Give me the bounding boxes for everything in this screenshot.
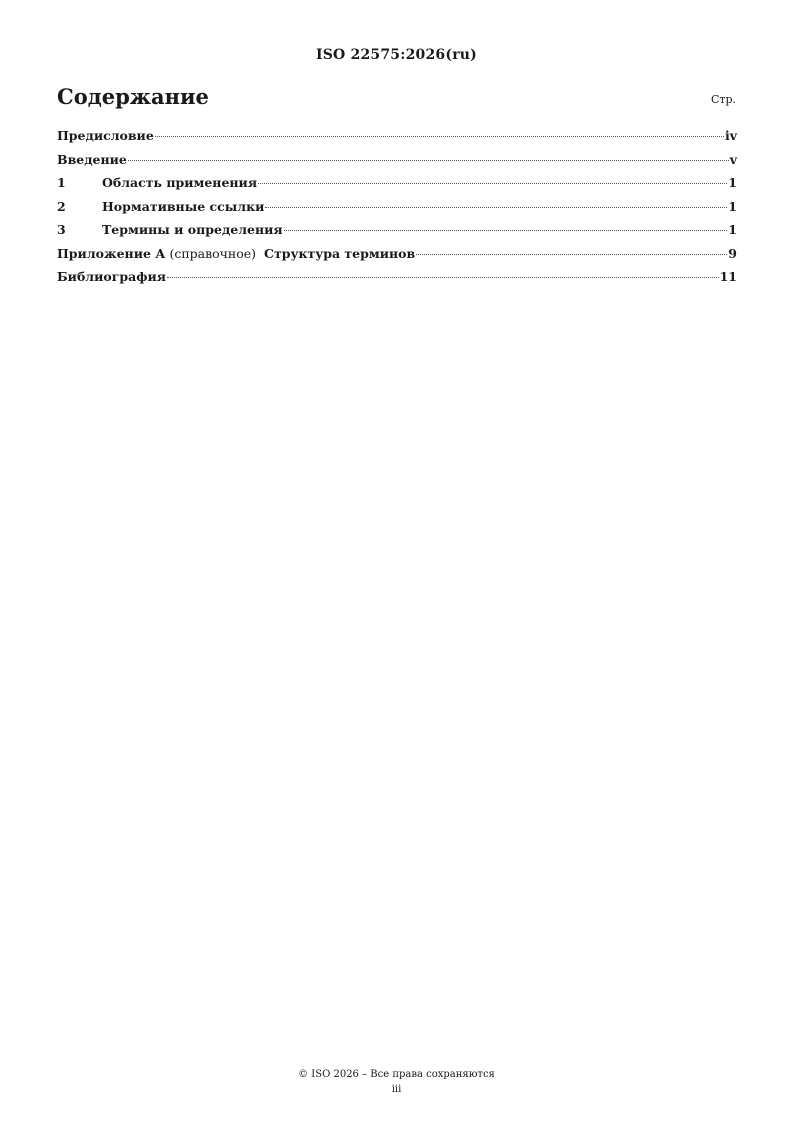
toc-entry-annex-a[interactable] (57, 246, 737, 270)
toc-entry-normative-references[interactable] (57, 199, 737, 223)
table-of-contents (57, 128, 737, 293)
dot-leader (128, 160, 729, 161)
page-column-label: Стр. (710, 93, 736, 106)
dot-leader (416, 254, 727, 255)
toc-entry-number: 1 (57, 175, 66, 190)
copyright-notice: © ISO 2026 – Все права сохраняются (298, 1069, 495, 1080)
toc-entry-foreword[interactable] (57, 128, 737, 152)
document-id-header: ISO 22575:2026(ru) (316, 47, 477, 63)
toc-entry-page: 1 (728, 222, 737, 237)
toc-title: Содержание (57, 84, 209, 109)
toc-entry-page: v (729, 151, 737, 167)
toc-entry-scope[interactable] (57, 175, 737, 199)
dot-leader (155, 136, 724, 137)
toc-heading-row (57, 84, 736, 114)
toc-entry-title: Нормативные ссылки (102, 198, 265, 214)
annex-kind-label: (справочное) (169, 245, 257, 261)
toc-entry-title: Термины и определения (102, 222, 283, 237)
toc-entry-title: Область применения (102, 175, 258, 190)
toc-entry-title: Приложение А (57, 245, 166, 261)
toc-entry-page: 9 (728, 245, 737, 261)
toc-entry-title: Библиография (57, 269, 166, 284)
toc-entry-page: 11 (719, 269, 737, 284)
toc-entry-number: 3 (57, 222, 66, 237)
toc-entry-terms-definitions[interactable] (57, 222, 737, 246)
dot-leader (265, 207, 727, 208)
toc-entry-number: 2 (57, 198, 66, 214)
page-number: iii (391, 1084, 402, 1095)
toc-entry-title: Введение (57, 151, 127, 167)
toc-entry-introduction[interactable] (57, 152, 737, 176)
toc-entry-page: 1 (728, 198, 737, 214)
toc-entry-page: 1 (728, 175, 737, 190)
toc-entry-title: Предисловие (57, 128, 154, 143)
toc-entry-bibliography[interactable] (57, 269, 737, 293)
annex-title: Структура терминов (264, 245, 416, 261)
dot-leader (258, 183, 727, 184)
page-footer (0, 1067, 793, 1097)
dot-leader (284, 230, 728, 231)
dot-leader (167, 277, 719, 278)
toc-entry-page: iv (724, 128, 737, 143)
